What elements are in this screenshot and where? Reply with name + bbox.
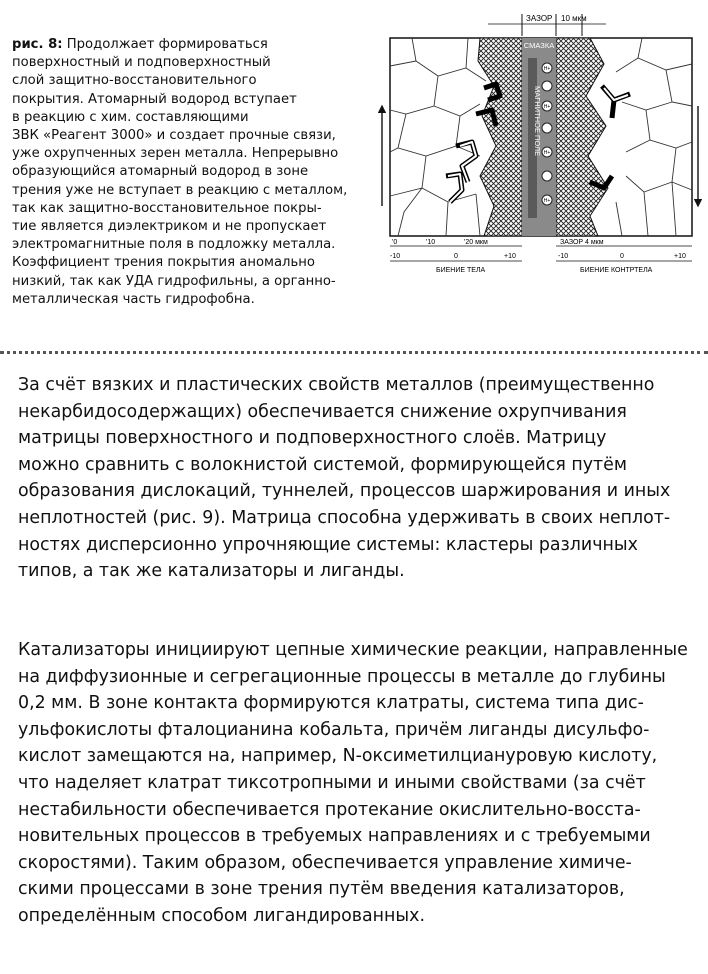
text-line: ностях дисперсионно упрочняющие системы: кластеры различных <box>18 534 638 555</box>
ion-label: H+ <box>543 104 551 110</box>
caption-label: рис. 8: <box>12 37 63 52</box>
ion-label: H+ <box>543 66 551 72</box>
text-line: ульфокислоты фталоцианина кобальта, причём лиганды дисульфо- <box>18 719 650 740</box>
scale-tick: '10 <box>426 239 436 246</box>
caption-line: тие является диэлектриком и не пропускает <box>12 219 327 235</box>
caption-line: ЗВК «Реагент 3000» и создает прочные связи, <box>12 128 336 144</box>
text-line: на диффузионные и сегрегационные процессы в металле до глубины <box>18 666 666 687</box>
section-divider <box>0 351 708 354</box>
text-line: неплотностей (рис. 9). Матрица способна удерживать в своих неплот- <box>18 507 671 528</box>
scale-tick: '0 <box>392 239 398 246</box>
metal-grain-panel <box>390 38 692 236</box>
caption-line-text: Продолжает формироваться <box>62 37 268 52</box>
figure-caption <box>12 36 367 309</box>
text-line: можно сравнить с волокнистой системой, формирующейся путём <box>18 454 627 475</box>
caption-line: уже охрупченных зерен металла. Непрерывно <box>12 146 339 162</box>
caption-line: так как защитно-восстановительное покры- <box>12 200 322 216</box>
caption-line: поверхностный и подповерхностный <box>12 55 271 71</box>
left-scale <box>390 239 522 274</box>
caption-line: низкий, так как УДА гидрофильны, а органно- <box>12 273 336 289</box>
text-line: скими процессами в зоне трения путём введения катализаторов, <box>18 879 625 900</box>
caption-line: Коэффициент трения покрытия аномально <box>12 255 315 271</box>
gap-dimension <box>488 14 606 36</box>
gap-label: ЗАЗОР <box>526 14 553 23</box>
caption-line: покрытия. Атомарный водород вступает <box>12 91 297 107</box>
text-line: нестабильности обеспечивается протекание окислительно-восста- <box>18 799 641 820</box>
text-line: образования дислокаций, туннелей, процессов шаржирования и иных <box>18 481 671 502</box>
magnetic-field-label: МАГНИТНОЕ ПОЛЕ <box>533 86 542 157</box>
paragraph-2 <box>18 637 694 930</box>
text-line: За счёт вязких и пластических свойств металлов (преимущественно <box>18 375 655 395</box>
text-line: новительных процессов в требуемых направлениях и с требуемыми <box>18 826 651 847</box>
text-line: 0,2 мм. В зоне контакта формируются клатраты, система типа дис- <box>18 693 644 714</box>
axis-tick: 0 <box>454 253 458 260</box>
ion-label: H+ <box>543 198 551 204</box>
text-line: некарбидосодержащих) обеспечивается снижение охрупчивания <box>18 401 627 422</box>
text-line: типов, а так же катализаторы и лиганды. <box>18 561 405 582</box>
caption-line: трения уже не вступает в реакцию с металлом, <box>12 182 348 198</box>
caption-line: в реакцию с хим. составляющими <box>12 109 249 125</box>
right-axis-title: БИЕНИЕ КОНТРТЕЛА <box>580 267 653 274</box>
axis-tick: +10 <box>504 253 516 260</box>
text-line: скоростями). Таким образом, обеспечивается управление химиче- <box>18 852 632 873</box>
caption-line: образующийся атомарный водород в зоне <box>12 164 309 180</box>
caption-line: электромагнитные поля в подложку металла. <box>12 237 336 253</box>
scale-tick: '20 мкм <box>464 239 488 246</box>
axis-tick: 0 <box>620 253 624 260</box>
caption-line: слой защитно-восстановительного <box>12 73 257 89</box>
axis-tick: -10 <box>390 253 401 260</box>
gap-value: 10 мкм <box>561 14 587 23</box>
text-line: матрицы поверхностного и подповерхностного слоёв. Матрицу <box>18 428 607 449</box>
gap2-label: ЗАЗОР 4 мкм <box>560 239 604 246</box>
ion-label: H+ <box>543 150 551 156</box>
text-line: определённым способом лигандированных. <box>18 905 425 926</box>
paragraph-1 <box>18 372 694 585</box>
right-scale <box>556 239 692 274</box>
text-line: кислот замещаются на, например, N-оксиметилциануровую кислоту, <box>18 746 658 767</box>
left-axis-title: БИЕНИЕ ТЕЛА <box>436 267 486 274</box>
lubricant-label: СМАЗКА <box>523 41 555 50</box>
text-line: что наделяет клатрат тиксотропными и иными свойствами (за счёт <box>18 772 646 793</box>
axis-tick: +10 <box>674 253 686 260</box>
caption-line: металлическая часть гидрофобна. <box>12 291 255 307</box>
axis-tick: -10 <box>558 253 569 260</box>
caption-line <box>12 36 367 54</box>
friction-zone-diagram <box>376 6 704 278</box>
text-line: Катализаторы инициируют цепные химические реакции, направленные <box>18 640 688 660</box>
